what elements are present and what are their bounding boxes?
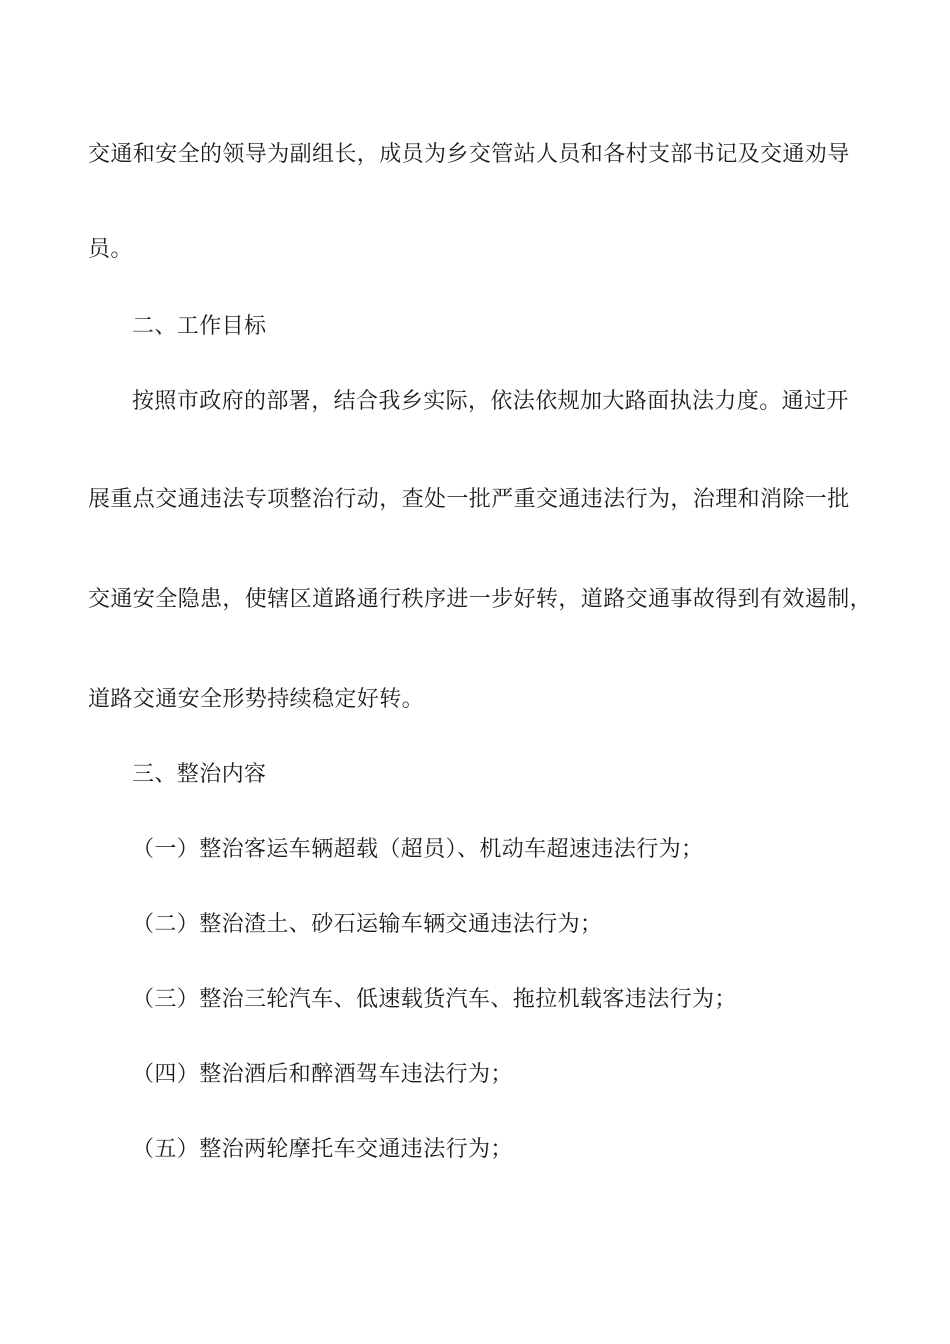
paragraph-line: 道路交通安全形势持续稳定好转。 <box>88 687 425 712</box>
list-item: （四）整治酒后和醉酒驾车违法行为； <box>132 1062 513 1087</box>
paragraph-line: 交通安全隐患，使辖区道路通行秩序进一步好转，道路交通事故得到有效遏制， <box>88 587 873 612</box>
list-item: （二）整治渣土、砂石运输车辆交通违法行为； <box>132 912 603 937</box>
list-item: （一）整治客运车辆超载（超员）、机动车超速违法行为； <box>132 837 704 862</box>
list-item: （三）整治三轮汽车、低速载货汽车、拖拉机载客违法行为； <box>132 987 737 1012</box>
paragraph-line: 员。 <box>88 237 133 262</box>
paragraph-line: 展重点交通违法专项整治行动，查处一批严重交通违法行为，治理和消除一批 <box>88 487 850 512</box>
section-heading: 二、工作目标 <box>132 314 267 339</box>
paragraph-line: 按照市政府的部署，结合我乡实际，依法依规加大路面执法力度。通过开 <box>132 389 849 414</box>
section-heading: 三、整治内容 <box>132 762 267 787</box>
list-item: （五）整治两轮摩托车交通违法行为； <box>132 1137 513 1162</box>
paragraph-line: 交通和安全的领导为副组长，成员为乡交管站人员和各村支部书记及交通劝导 <box>88 142 850 167</box>
